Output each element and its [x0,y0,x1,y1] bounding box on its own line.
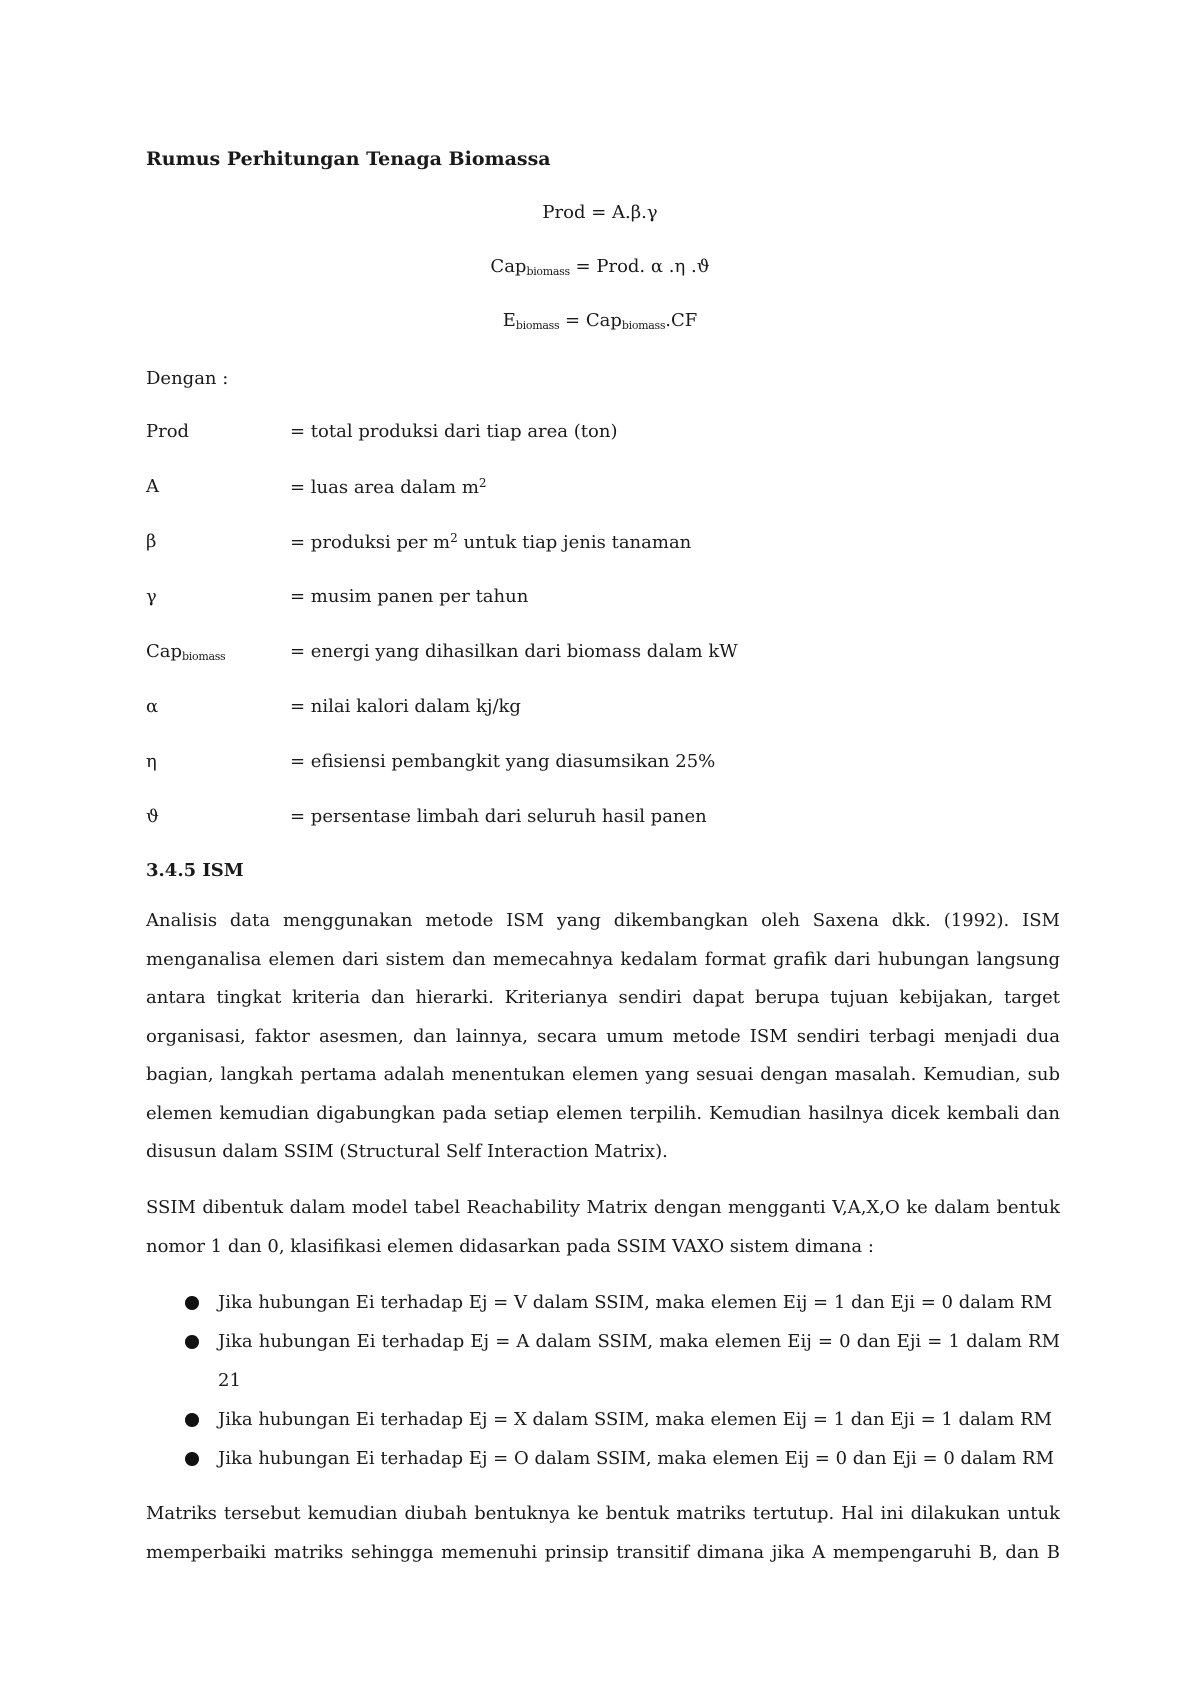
paragraph-line: nomor 1 dan 0, klasifikasi elemen didasarkan pada SSIM VAXO sistem dimana : [146,1235,874,1257]
def-symbol-beta: β [146,531,157,552]
paragraph-ssim [146,1189,1060,1266]
formula-cap-subscript: biomass [526,265,570,278]
paragraph-line: memperbaiki matriks sehingga memenuhi prinsip transitif dimana jika A mempengaruhi B, dan B [146,1541,1060,1563]
formula-cap-biomass [400,256,800,278]
bullet-icon [185,1413,199,1427]
paragraph-line: bagian, langkah pertama adalah menentukan elemen yang sesuai dengan masalah. Kemudian, sub [146,1064,1060,1085]
bullet-item-x [218,1401,1060,1440]
def-symbol-prod: Prod [146,421,190,442]
def-symbol-cap-subscript: biomass [182,650,226,663]
bullet-line: Jika hubungan Ei terhadap Ej = O dalam SSIM, maka elemen Eij = 0 dan Eji = 0 dalam RM [218,1448,1055,1469]
bullet-icon [185,1296,199,1310]
def-text-beta-pre: = produksi per m [290,532,451,553]
def-text-a-superscript: 2 [478,476,487,490]
def-text-alpha: = nilai kalori dalam kj/kg [290,696,521,717]
def-symbol-cap-main: Cap [146,641,183,662]
def-text-a [290,476,487,498]
bullet-icon [185,1452,199,1466]
def-symbol-cap [146,641,225,663]
paragraph-line: Matriks tersebut kemudian diubah bentuknya ke bentuk matriks tertutup. Hal ini dilakukan untuk [146,1503,1060,1524]
paragraph-ism-intro [146,902,1060,1172]
def-text-eta: = efisiensi pembangkit yang diasumsikan 25% [290,751,716,772]
bullet-icon [185,1335,199,1349]
def-text-prod: = total produksi dari tiap area (ton) [290,421,618,442]
def-symbol-eta: η [146,751,157,772]
paragraph-line: menganalisa elemen dari sistem dan memecahnya kedalam format grafik dari hubungan langsung [146,948,1060,970]
bullet-item-a [218,1323,1060,1400]
formula-e-subscript: biomass [515,319,560,332]
bullet-line: Jika hubungan Ei terhadap Ej = A dalam SSIM, maka elemen Eij = 0 dan Eji = 1 dalam RM [218,1331,1060,1352]
formula-prod: Prod = A.β.γ [542,202,658,223]
def-text-theta: = persentase limbah dari seluruh hasil panen [290,806,707,827]
def-text-beta [290,531,691,553]
bullet-item-o [218,1440,1060,1479]
bullet-line: 21 [218,1369,241,1391]
formula-e-mid: = Cap [559,310,622,331]
dengan-label: Dengan : [146,368,229,389]
formula-cap-main: Cap [490,256,527,277]
def-symbol-alpha: α [146,696,159,717]
paragraph-matriks [146,1495,1060,1572]
formula-e-main: E [502,310,516,331]
formula-e-rest: .CF [665,310,698,331]
def-text-gamma: = musim panen per tahun [290,586,529,607]
section-heading: 3.4.5 ISM [146,860,244,881]
def-text-a-main: = luas area dalam m [290,477,479,498]
bullet-line: Jika hubungan Ei terhadap Ej = X dalam SSIM, maka elemen Eij = 1 dan Eji = 1 dalam RM [218,1409,1053,1430]
paragraph-line: elemen kemudian digabungkan pada setiap elemen terpilih. Kemudian hasilnya dicek kembali dan [146,1102,1060,1124]
def-symbol-a: A [146,476,159,497]
paragraph-line: antara tingkat kriteria dan hierarki. Kriterianya sendiri dapat berupa tujuan kebijakan, target [146,987,1060,1008]
formula-cap-rest: = Prod. α .η .ϑ [569,256,710,277]
paragraph-line: disusun dalam SSIM (Structural Self Interaction Matrix). [146,1141,668,1162]
formula-e-biomass [400,310,800,332]
bullet-item-v [218,1284,1060,1323]
paragraph-line: SSIM dibentuk dalam model tabel Reachability Matrix dengan mengganti V,A,X,O ke dalam bentuk [146,1197,1060,1218]
formula-e-subscript-2: biomass [621,319,666,332]
def-symbol-theta: ϑ [146,806,159,827]
paragraph-line: organisasi, faktor asesmen, dan lainnya, secara umum metode ISM sendiri terbagi menjadi dua [146,1025,1060,1047]
bullet-line: Jika hubungan Ei terhadap Ej = V dalam SSIM, maka elemen Eij = 1 dan Eji = 0 dalam RM [218,1292,1053,1313]
paragraph-line: Analisis data menggunakan metode ISM yang dikembangkan oleh Saxena dkk. (1992). ISM [146,910,1060,931]
document-title: Rumus Perhitungan Tenaga Biomassa [146,148,551,170]
def-text-cap: = energi yang dihasilkan dari biomass dalam kW [290,641,738,662]
def-symbol-gamma: γ [146,586,157,607]
def-text-beta-post: untuk tiap jenis tanaman [457,532,692,553]
def-text-beta-superscript: 2 [450,531,458,545]
